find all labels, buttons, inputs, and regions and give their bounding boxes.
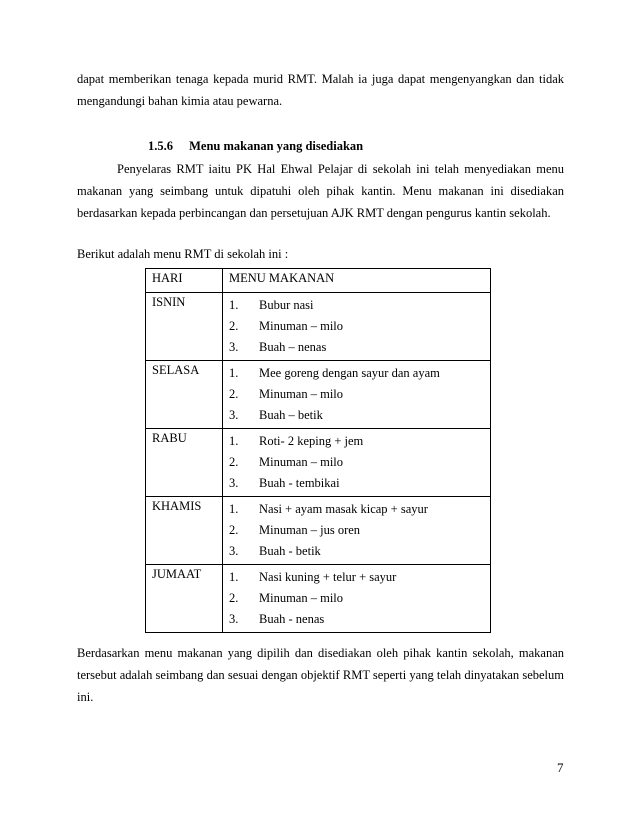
menu-item-number: 2. — [229, 387, 239, 401]
body-line-1: Penyelaras RMT iaitu PK Hal Ehwal Pelajar di sekolah ini telah menyediakan menu — [117, 162, 564, 176]
menu-item-text: Nasi + ayam masak kicap + sayur — [259, 502, 428, 516]
body-paragraph — [77, 158, 564, 224]
table-header-row — [146, 269, 491, 293]
menu-item — [229, 473, 484, 494]
menu-item — [229, 541, 484, 562]
table-row — [146, 565, 491, 633]
menu-item — [229, 499, 484, 520]
body-line-3: berdasarkan kepada perbincangan dan persetujuan AJK RMT dengan pengurus kantin sekolah. — [77, 206, 551, 220]
menu-item — [229, 337, 484, 358]
menu-item-text: Minuman – milo — [259, 387, 344, 401]
menu-item — [229, 295, 484, 316]
closing-line-1: Berdasarkan menu makanan yang dipilih dan disediakan oleh pihak kantin sekolah, makanan — [77, 646, 564, 660]
table-row — [146, 429, 491, 497]
menu-item-number: 1. — [229, 366, 239, 380]
day-cell: JUMAAT — [146, 565, 223, 633]
menu-item-number: 1. — [229, 434, 239, 448]
menu-item-number: 1. — [229, 502, 239, 516]
header-hari: HARI — [146, 269, 223, 293]
header-menu-makanan: MENU MAKANAN — [223, 269, 491, 293]
menu-item-text: Bubur nasi — [259, 298, 314, 312]
menu-item — [229, 609, 484, 630]
menu-table — [145, 268, 491, 633]
menu-item-text: Buah – betik — [259, 408, 323, 422]
menu-item-text: Minuman – milo — [259, 591, 344, 605]
menu-item — [229, 405, 484, 426]
menu-item-number: 2. — [229, 319, 239, 333]
menu-item-number: 2. — [229, 455, 239, 469]
menu-item-text: Buah - tembikai — [259, 476, 340, 490]
section-number: 1.5.6 — [148, 139, 173, 153]
menu-cell — [223, 293, 491, 361]
menu-item-text: Buah – nenas — [259, 340, 327, 354]
table-intro-text: Berikut adalah menu RMT di sekolah ini : — [77, 247, 289, 261]
table-row — [146, 293, 491, 361]
intro-line-2: mengandungi bahan kimia atau pewarna. — [77, 94, 283, 108]
menu-item-text: Nasi kuning + telur + sayur — [259, 570, 397, 584]
section-heading — [148, 135, 363, 157]
menu-item — [229, 588, 484, 609]
menu-item — [229, 567, 484, 588]
menu-item — [229, 431, 484, 452]
closing-line-3: ini. — [77, 690, 94, 704]
intro-paragraph — [77, 68, 564, 112]
menu-cell — [223, 497, 491, 565]
menu-item-number: 3. — [229, 408, 239, 422]
section-title: Menu makanan yang disediakan — [189, 139, 364, 153]
menu-item-number: 1. — [229, 298, 239, 312]
table-row — [146, 361, 491, 429]
day-cell: ISNIN — [146, 293, 223, 361]
menu-item-text: Minuman – milo — [259, 319, 344, 333]
menu-cell — [223, 565, 491, 633]
menu-item-text: Buah - nenas — [259, 612, 325, 626]
menu-item-text: Roti- 2 keping + jem — [259, 434, 364, 448]
menu-item-number: 3. — [229, 476, 239, 490]
day-cell: RABU — [146, 429, 223, 497]
closing-paragraph — [77, 642, 564, 708]
menu-item-number: 3. — [229, 612, 239, 626]
menu-item — [229, 363, 484, 384]
day-cell: SELASA — [146, 361, 223, 429]
menu-item — [229, 316, 484, 337]
menu-item-text: Minuman – jus oren — [259, 523, 361, 537]
menu-item-number: 2. — [229, 523, 239, 537]
closing-line-2: tersebut adalah seimbang dan sesuai dengan objektif RMT seperti yang telah dinyatakan sebelum — [77, 668, 564, 682]
menu-item-number: 3. — [229, 340, 239, 354]
menu-item-number: 3. — [229, 544, 239, 558]
menu-item-text: Buah - betik — [259, 544, 321, 558]
table-intro — [77, 243, 564, 265]
menu-item-number: 2. — [229, 591, 239, 605]
body-line-2: makanan yang seimbang untuk dipatuhi oleh pihak kantin. Menu makanan ini disediakan — [77, 184, 564, 198]
menu-item — [229, 520, 484, 541]
page-number: 7 — [557, 760, 564, 775]
table-row — [146, 497, 491, 565]
table-body — [146, 293, 491, 633]
menu-item — [229, 384, 484, 405]
menu-item-text: Minuman – milo — [259, 455, 344, 469]
menu-item-text: Mee goreng dengan sayur dan ayam — [259, 366, 440, 380]
intro-line-1: dapat memberikan tenaga kepada murid RMT. Malah ia juga dapat mengenyangkan dan tidak — [77, 72, 564, 86]
menu-cell — [223, 429, 491, 497]
menu-item — [229, 452, 484, 473]
day-cell: KHAMIS — [146, 497, 223, 565]
menu-cell — [223, 361, 491, 429]
menu-item-number: 1. — [229, 570, 239, 584]
